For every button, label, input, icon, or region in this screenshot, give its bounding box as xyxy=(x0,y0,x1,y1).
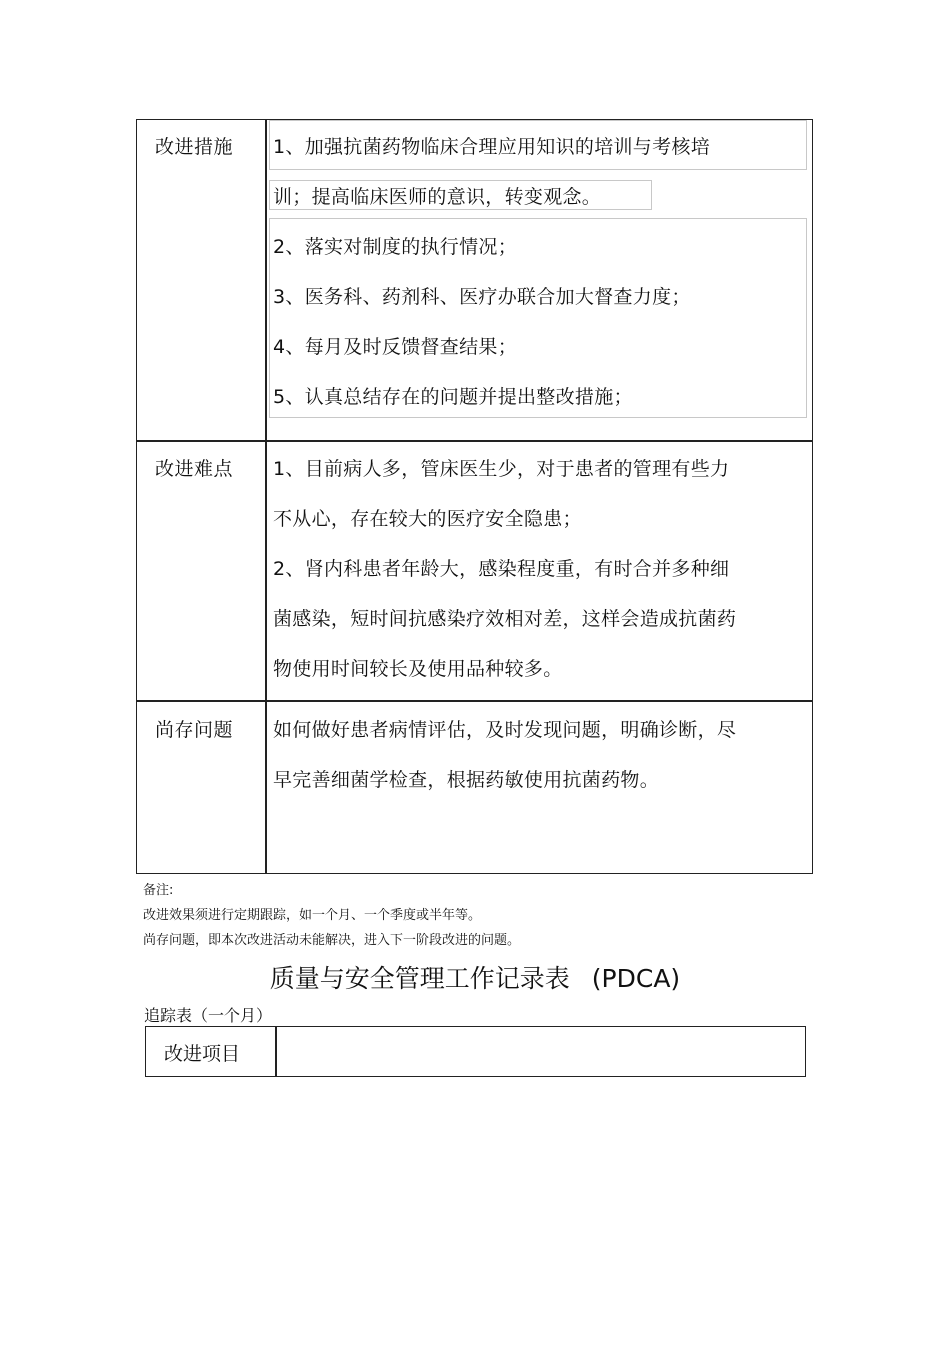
form-title xyxy=(0,959,950,995)
measures-line: 2、落实对制度的执行情况； xyxy=(273,236,517,258)
form-title-code: (PDCA) xyxy=(591,964,681,993)
remaining-issues-line: 早完善细菌学检查，根据药敏使用抗菌药物。 xyxy=(273,769,660,791)
difficulties-line: 物使用时间较长及使用品种较多。 xyxy=(273,658,563,680)
column-divider xyxy=(275,1027,277,1076)
form-title-text: 质量与安全管理工作记录表 xyxy=(269,964,570,993)
column-divider xyxy=(265,120,267,873)
notes-heading: 备注: xyxy=(143,883,174,898)
measures-line: 4、每月及时反馈督查结果； xyxy=(273,336,517,358)
row-divider xyxy=(137,700,812,702)
difficulties-line: 2、肾内科患者年龄大，感染程度重，有时合并多种细 xyxy=(273,558,730,580)
measures-line: 5、认真总结存在的问题并提出整改措施； xyxy=(273,386,633,408)
measures-line: 3、医务科、药剂科、医疗办联合加大督查力度； xyxy=(273,286,691,308)
improvement-table xyxy=(136,119,813,874)
tracking-table xyxy=(145,1026,806,1077)
note-item: 改进效果须进行定期跟踪，如一个月、一个季度或半年等。 xyxy=(143,908,482,923)
row-label-difficulties: 改进难点 xyxy=(155,458,234,480)
row-divider xyxy=(137,440,812,442)
improvement-item-label: 改进项目 xyxy=(164,1043,241,1065)
note-item: 尚存问题，即本次改进活动未能解决，进入下一阶段改进的问题。 xyxy=(143,933,521,948)
row-label-remaining-issues: 尚存问题 xyxy=(155,719,234,741)
measures-line: 训；提高临床医师的意识，转变观念。 xyxy=(273,186,602,208)
measures-line: 1、加强抗菌药物临床合理应用知识的培训与考核培 xyxy=(273,136,710,158)
difficulties-line: 菌感染，短时间抗感染疗效相对差，这样会造成抗菌药 xyxy=(273,608,737,630)
row-label-measures: 改进措施 xyxy=(155,136,234,158)
remaining-issues-line: 如何做好患者病情评估，及时发现问题，明确诊断，尽 xyxy=(273,719,737,741)
difficulties-line: 1、目前病人多，管床医生少，对于患者的管理有些力 xyxy=(273,458,730,480)
difficulties-line: 不从心，存在较大的医疗安全隐患； xyxy=(273,508,582,530)
tracking-label: 追踪表（一个月） xyxy=(144,1006,273,1025)
